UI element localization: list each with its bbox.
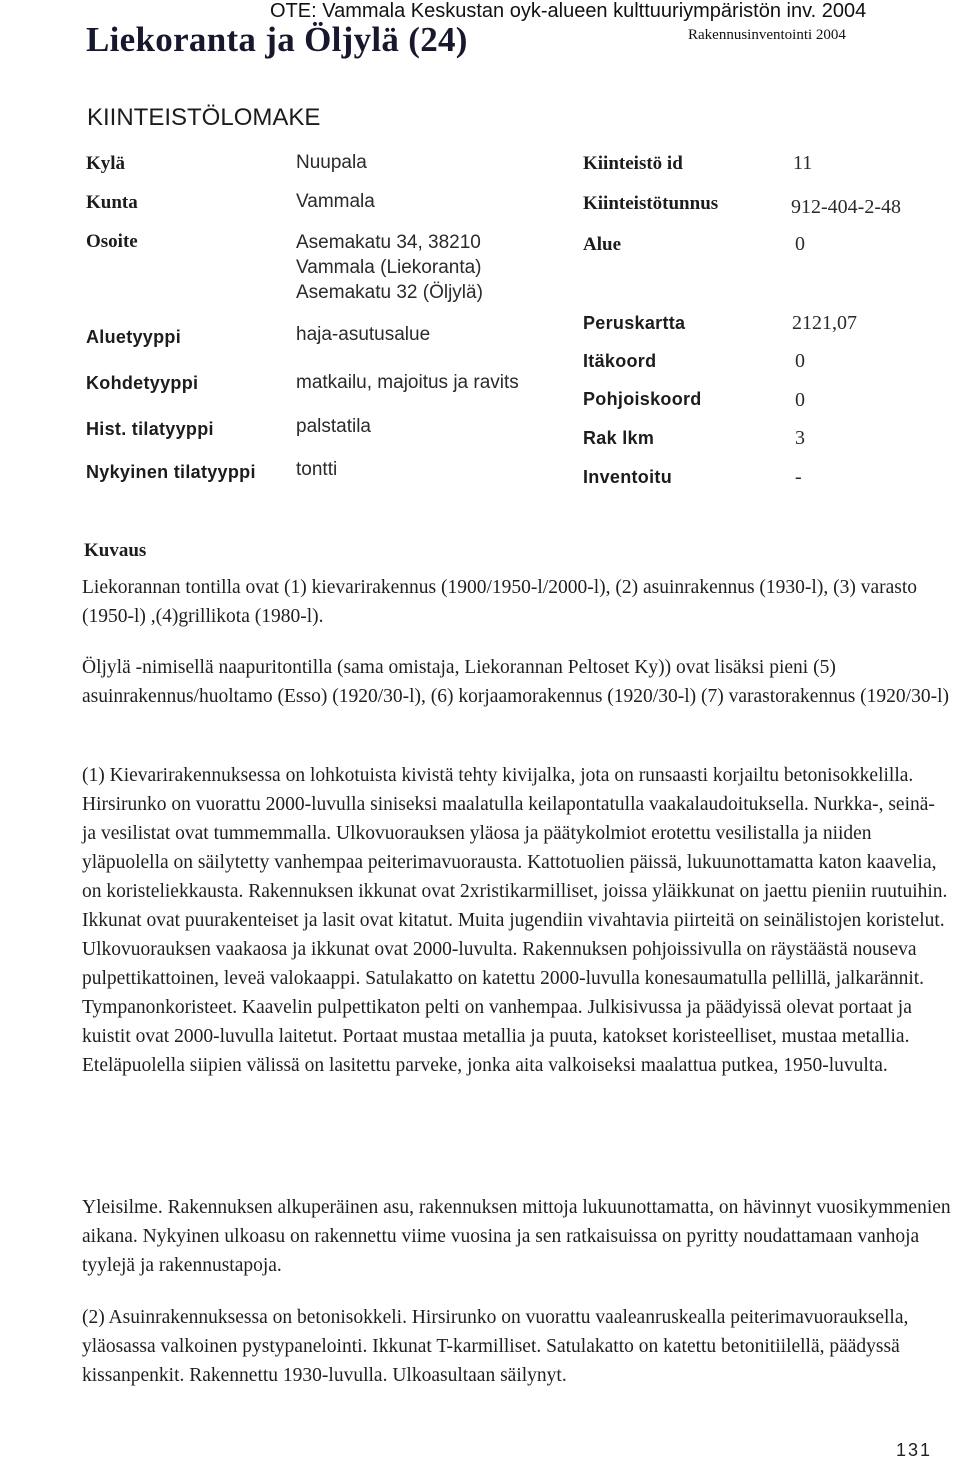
value-peruskartta: 2121,07 xyxy=(792,312,857,334)
form-heading: KIINTEISTÖLOMAKE xyxy=(87,104,321,131)
value-kunta: Vammala xyxy=(296,191,375,212)
label-kohdetyyppi: Kohdetyyppi xyxy=(86,373,199,393)
label-rak-lkm: Rak lkm xyxy=(583,428,655,448)
value-nykyinen-tilatyyppi: tontti xyxy=(296,459,338,480)
value-aluetyyppi: haja-asutusalue xyxy=(296,324,431,345)
description-paragraph: Liekorannan tontilla ovat (1) kievarirakennus (1900/1950-l/2000-l), (2) asuinrakennus (1930-l), (3) varasto (1950-l) ,(4)grillikota (1980-l). xyxy=(82,577,918,627)
value-kiinteisto-id: 11 xyxy=(793,152,813,174)
value-osoite-line3: Asemakatu 32 (Öljylä) xyxy=(296,282,483,303)
value-pohjoiskoord: 0 xyxy=(795,389,805,411)
value-kiinteistotunnus: 912-404-2-48 xyxy=(791,196,901,218)
label-nykyinen-tilatyyppi: Nykyinen tilatyyppi xyxy=(86,462,256,482)
description-paragraph: Yleisilme. Rakennuksen alkuperäinen asu, rakennuksen mittoja lukuunottamatta, on hävinnyt vuosikymmenien aikana. Nykyinen ulkoasu on rakennettu viime vuosina ja sen ratkaisuissa on pyritty noudattamaan vanhoja tyylejä ja rakennustapoja. xyxy=(82,1197,951,1276)
label-osoite: Osoite xyxy=(86,231,138,252)
page-number: 131 xyxy=(896,1440,933,1460)
value-kohdetyyppi: matkailu, majoitus ja ravits xyxy=(296,372,519,393)
label-alue: Alue xyxy=(583,234,621,255)
source-line: OTE: Vammala Keskustan oyk-alueen kulttuuriympäristön inv. 2004 xyxy=(270,0,867,22)
value-kyla: Nuupala xyxy=(296,152,367,173)
value-hist-tilatyyppi: palstatila xyxy=(296,416,371,437)
value-alue: 0 xyxy=(795,233,805,255)
value-rak-lkm: 3 xyxy=(795,427,805,449)
label-itakoord: Itäkoord xyxy=(583,351,657,371)
label-hist-tilatyyppi: Hist. tilatyyppi xyxy=(86,419,214,439)
label-kiinteistotunnus: Kiinteistötunnus xyxy=(583,193,719,214)
value-osoite-line1: Asemakatu 34, 38210 xyxy=(296,232,481,253)
section-heading-kuvaus: Kuvaus xyxy=(84,540,147,561)
label-inventoitu: Inventoitu xyxy=(583,467,672,487)
label-pohjoiskoord: Pohjoiskoord xyxy=(583,389,702,409)
description-paragraph: (1) Kievarirakennuksessa on lohkotuista kivistä tehty kivijalka, jota on runsaasti korjailtu betonisokkelilla. Hirsirunko on vuorattu 2000-luvulla siniseksi maalatulla keilapontatulla vaakalaudoituksella. Nurkka-, seinä- ja vesilistat ovat tummemmalla. Ulkovuorauksen yläosa ja päätykolmiot erotettu vesilistalla ja niiden yläpuolella on säilytetty vanhempaa peiterimavuorausta. Kattotuolien päissä, lukuunottamatta katon kaavelia, on koristeliekkausta. Rakennuksen ikkunat ovat 2xristikarmilliset, joissa yläikkunat on jaettu pieniin ruutuihin. Ikkunat ovat puurakenteiset ja lasit ovat kitatut. Muita jugendiin vivahtavia piirteitä on seinälistojen koristelut. Ulkovuorauksen vaakaosa ja ikkunat ovat 2000-luvulta. Rakennuksen pohjoissivulla on räystäästä nouseva pulpettikattoinen, leveä valokaappi. Satulakatto on katettu 2000-luvulla konesaumatulla pellillä, jalkarännit. Tympanonkoristeet. Kaavelin pulpettikaton pelti on vanhempaa. Julkisivussa ja päädyissä olevat portaat ja kuistit ovat 2000-luvulla laitetut. Portaat mustaa metallia ja puuta, katokset koristeelliset, mustaa metallia. Eteläpuolella siipien välissä on lasitettu parveke, jonka aita valkoiseksi maalattua putkea, 1950-luvulta. xyxy=(82,765,948,1076)
description-paragraph: Öljylä -nimisellä naapuritontilla (sama omistaja, Liekorannan Peltoset Ky)) ovat lisäksi pieni (5) asuinrakennus/huoltamo (Esso) (1920/30-l), (6) korjaamorakennus (1920/30-l) (7) varastorakennus (1920/30-l) xyxy=(82,657,949,707)
label-kiinteisto-id: Kiinteistö id xyxy=(583,153,683,174)
page-subtitle: Rakennusinventointi 2004 xyxy=(688,27,846,43)
description-paragraph: (2) Asuinrakennuksessa on betonisokkeli. Hirsirunko on vuorattu vaaleanruskealla peiterimavuorauksella, yläosassa valkoinen pystypanelointi. Ikkunat T-karmilliset. Satulakatto on katettu betonitiilellä, päädyssä kissanpenkit. Rakennettu 1930-luvulla. Ulkoasultaan säilynyt. xyxy=(82,1307,909,1386)
value-osoite-line2: Vammala (Liekoranta) xyxy=(296,257,482,278)
label-kyla: Kylä xyxy=(86,153,126,174)
label-kunta: Kunta xyxy=(86,192,138,213)
label-peruskartta: Peruskartta xyxy=(583,313,686,333)
value-inventoitu: - xyxy=(795,466,802,488)
label-aluetyyppi: Aluetyyppi xyxy=(86,327,182,347)
value-itakoord: 0 xyxy=(795,350,805,372)
page-title: Liekoranta ja Öljylä (24) xyxy=(86,20,468,59)
